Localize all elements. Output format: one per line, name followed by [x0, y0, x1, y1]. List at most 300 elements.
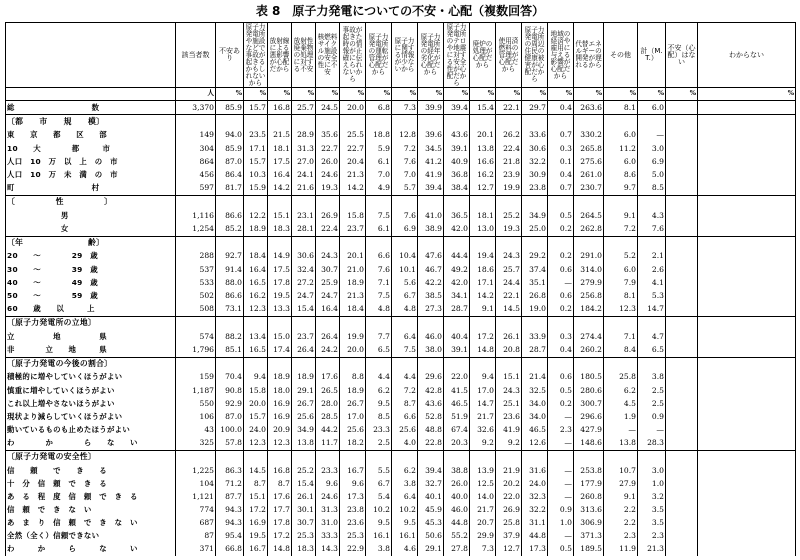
table-cell: [522, 450, 548, 464]
table-cell: 31.3: [292, 142, 316, 155]
table-title: 表 8 原子力発電についての不安・心配（複数回答）: [255, 4, 545, 18]
table-cell: 17.2: [244, 503, 268, 516]
table-cell: 40.1: [418, 490, 444, 503]
table-cell: 6.6: [366, 250, 392, 263]
table-cell: 10.7: [604, 464, 638, 477]
table-cell: 26.0: [444, 477, 470, 490]
table-cell: 9.6: [340, 477, 366, 490]
table-cell: 28.7: [522, 343, 548, 357]
table-cell: [666, 517, 698, 530]
table-cell: [268, 115, 292, 129]
table-cell: [244, 316, 268, 330]
table-cell: 27.0: [292, 155, 316, 168]
table-row: [6, 129, 796, 142]
table-cell: 256.8: [574, 289, 604, 302]
table-cell: [698, 490, 796, 503]
table-cell: 306.9: [574, 517, 604, 530]
table-cell: 29.7: [522, 100, 548, 115]
table-cell: 17.1: [470, 276, 496, 289]
table-cell: 3.5: [638, 517, 666, 530]
table-cell: 86.3: [216, 464, 244, 477]
table-cell: [522, 115, 548, 129]
table-cell: [470, 115, 496, 129]
table-cell: 16.7: [340, 464, 366, 477]
table-cell: 8.5: [638, 181, 666, 195]
table-cell: 66.8: [216, 543, 244, 556]
table-cell: 6.9: [638, 155, 666, 168]
table-cell: [268, 195, 292, 209]
table-cell: 7.6: [638, 222, 666, 236]
table-cell: 6.6: [392, 410, 418, 423]
row-label: 信 頼 で き な い: [6, 503, 176, 516]
table-cell: [418, 115, 444, 129]
table-row: [6, 100, 796, 115]
table-cell: 8.7: [268, 477, 292, 490]
table-cell: [496, 236, 522, 250]
table-cell: 27.3: [418, 302, 444, 316]
table-cell: 25.2: [496, 209, 522, 222]
table-cell: [666, 371, 698, 384]
table-cell: 11.2: [604, 142, 638, 155]
table-cell: 18.6: [470, 263, 496, 276]
table-cell: [444, 357, 470, 371]
table-cell: 550: [176, 397, 216, 410]
table-cell: —: [548, 436, 574, 450]
table-cell: 38.4: [444, 181, 470, 195]
table-cell: [316, 115, 340, 129]
table-cell: 41.9: [496, 423, 522, 436]
table-row: [6, 222, 796, 236]
table-cell: 275.6: [574, 155, 604, 168]
table-row: [6, 530, 796, 543]
table-cell: 14.2: [268, 181, 292, 195]
table-cell: 28.0: [316, 397, 340, 410]
table-cell: 864: [176, 155, 216, 168]
table-cell: 23.3: [366, 423, 392, 436]
table-cell: 16.5: [244, 276, 268, 289]
table-cell: 21.5: [268, 129, 292, 142]
table-cell: [666, 129, 698, 142]
table-cell: [666, 222, 698, 236]
table-cell: 11.9: [604, 543, 638, 556]
table-row: [6, 477, 796, 490]
table-cell: 5.3: [638, 289, 666, 302]
table-cell: 6.5: [366, 343, 392, 357]
table-cell: 371: [176, 543, 216, 556]
table-cell: [666, 142, 698, 155]
table-cell: 20.0: [244, 397, 268, 410]
table-cell: [548, 357, 574, 371]
table-cell: 41.5: [444, 384, 470, 397]
table-cell: 20.4: [340, 155, 366, 168]
table-cell: 29.1: [418, 543, 444, 556]
table-cell: [444, 195, 470, 209]
column-header: 該当者数: [176, 23, 216, 88]
table-cell: [698, 343, 796, 357]
table-cell: 22.8: [418, 436, 444, 450]
table-cell: [548, 195, 574, 209]
table-cell: 0.3: [548, 330, 574, 343]
table-cell: 597: [176, 181, 216, 195]
table-cell: [604, 195, 638, 209]
table-cell: 16.5: [244, 343, 268, 357]
table-row: [6, 397, 796, 410]
table-row: [6, 276, 796, 289]
table-cell: 13.9: [470, 464, 496, 477]
table-cell: 21.3: [340, 289, 366, 302]
table-row: [6, 168, 796, 181]
table-cell: 330.2: [574, 129, 604, 142]
table-cell: [638, 357, 666, 371]
table-cell: [574, 115, 604, 129]
row-label: [6, 88, 176, 101]
table-cell: 371.3: [574, 530, 604, 543]
table-cell: 18.9: [340, 384, 366, 397]
table-cell: 0.6: [548, 371, 574, 384]
table-cell: [698, 464, 796, 477]
table-cell: 31.3: [316, 503, 340, 516]
table-cell: 86.6: [216, 289, 244, 302]
table-cell: 21.0: [340, 263, 366, 276]
table-cell: 20.8: [496, 343, 522, 357]
row-label: あ ま り 信 頼 で き な い: [6, 517, 176, 530]
table-cell: 26.9: [316, 209, 340, 222]
row-label: 動いているものも止めたほうがよい: [6, 423, 176, 436]
section-header-row: [6, 236, 796, 250]
table-cell: 15.4: [292, 302, 316, 316]
table-cell: 2.1: [638, 250, 666, 263]
table-cell: 24.0: [244, 423, 268, 436]
row-label: 信 頼 で き る: [6, 464, 176, 477]
table-cell: [244, 236, 268, 250]
table-cell: 30.6: [522, 142, 548, 155]
table-cell: [574, 357, 604, 371]
table-cell: 22.9: [340, 543, 366, 556]
table-cell: 23.8: [522, 181, 548, 195]
table-cell: 15.8: [244, 384, 268, 397]
table-cell: 10.3: [244, 168, 268, 181]
table-cell: 39.9: [418, 100, 444, 115]
table-cell: —: [604, 423, 638, 436]
table-cell: [470, 316, 496, 330]
table-cell: [340, 316, 366, 330]
table-cell: 0.7: [548, 181, 574, 195]
table-cell: %: [548, 88, 574, 101]
table-cell: 26.0: [316, 155, 340, 168]
table-cell: 10.2: [392, 503, 418, 516]
row-label: 50 〜 59 歳: [6, 289, 176, 302]
table-cell: 9.6: [316, 477, 340, 490]
section-header-row: [6, 115, 796, 129]
table-cell: 42.0: [444, 276, 470, 289]
table-row: [6, 263, 796, 276]
row-label: 町 村: [6, 181, 176, 195]
table-cell: 4.5: [604, 397, 638, 410]
table-row: [6, 330, 796, 343]
row-label: 全然（全く）信頼できない: [6, 530, 176, 543]
table-cell: 18.8: [366, 129, 392, 142]
table-cell: 87.0: [216, 410, 244, 423]
table-cell: 104: [176, 477, 216, 490]
table-cell: 32.2: [522, 155, 548, 168]
table-cell: 92.7: [216, 250, 244, 263]
table-cell: [444, 450, 470, 464]
table-cell: 32.7: [418, 477, 444, 490]
table-cell: 34.1: [444, 289, 470, 302]
table-cell: [522, 195, 548, 209]
table-cell: 22.0: [444, 371, 470, 384]
table-cell: 17.3: [340, 490, 366, 503]
table-cell: 31.6: [522, 464, 548, 477]
column-header: 原子力発電所の周辺住民の健康被害が心配だから: [522, 23, 548, 88]
table-cell: [268, 450, 292, 464]
table-cell: 279.9: [574, 276, 604, 289]
table-cell: [638, 450, 666, 464]
table-cell: [292, 195, 316, 209]
table-cell: 25.9: [316, 276, 340, 289]
table-cell: [698, 168, 796, 181]
table-cell: 34.5: [418, 142, 444, 155]
table-cell: %: [496, 88, 522, 101]
table-cell: [698, 181, 796, 195]
row-label: 〔原子力発電所の立地〕: [6, 316, 176, 330]
table-cell: 0.2: [548, 302, 574, 316]
table-cell: 14.0: [470, 490, 496, 503]
table-cell: 17.4: [268, 343, 292, 357]
table-row: [6, 490, 796, 503]
table-cell: [666, 316, 698, 330]
table-cell: 55.2: [444, 530, 470, 543]
table-cell: 73.1: [216, 302, 244, 316]
table-cell: 87.7: [216, 490, 244, 503]
table-cell: 46.5: [444, 397, 470, 410]
table-cell: %: [392, 88, 418, 101]
table-cell: [548, 316, 574, 330]
table-cell: 51.9: [444, 410, 470, 423]
table-cell: [698, 397, 796, 410]
table-cell: 39.1: [444, 142, 470, 155]
table-cell: 6.0: [604, 263, 638, 276]
table-cell: 14.8: [470, 343, 496, 357]
column-header: 地域の経済や雇用に与える影響が心配だから: [548, 23, 574, 88]
header-row: [6, 23, 796, 88]
table-row: [6, 181, 796, 195]
table-cell: %: [292, 88, 316, 101]
table-cell: [292, 115, 316, 129]
table-cell: 23.7: [292, 330, 316, 343]
table-cell: [316, 357, 340, 371]
table-cell: [666, 490, 698, 503]
table-cell: [268, 357, 292, 371]
row-label: 男: [6, 209, 176, 222]
table-cell: 17.5: [268, 263, 292, 276]
table-cell: [548, 450, 574, 464]
table-cell: [698, 316, 796, 330]
table-cell: [666, 155, 698, 168]
data-table: [5, 22, 796, 556]
table-cell: [698, 357, 796, 371]
table-cell: 25.3: [292, 530, 316, 543]
table-cell: 人: [176, 88, 216, 101]
table-cell: 6.8: [366, 100, 392, 115]
table-cell: 38.5: [418, 289, 444, 302]
table-cell: [244, 357, 268, 371]
table-cell: 180.5: [574, 371, 604, 384]
table-row: [6, 384, 796, 397]
table-cell: 8.7: [244, 477, 268, 490]
table-cell: [268, 316, 292, 330]
table-cell: 456: [176, 168, 216, 181]
table-cell: 9.4: [244, 371, 268, 384]
table-cell: 33.6: [522, 129, 548, 142]
table-row: [6, 543, 796, 556]
table-cell: 21.3: [340, 168, 366, 181]
table-cell: 15.1: [496, 371, 522, 384]
table-cell: 28.3: [638, 436, 666, 450]
table-cell: [666, 330, 698, 343]
table-cell: 18.1: [470, 209, 496, 222]
table-cell: 6.0: [604, 129, 638, 142]
table-cell: 26.4: [316, 330, 340, 343]
table-cell: 33.3: [316, 530, 340, 543]
table-cell: 7.7: [366, 330, 392, 343]
table-row: [6, 289, 796, 302]
table-cell: 57.8: [216, 436, 244, 450]
table-cell: 12.3: [244, 436, 268, 450]
table-cell: 14.9: [268, 250, 292, 263]
table-cell: 17.0: [470, 384, 496, 397]
table-cell: 18.2: [340, 436, 366, 450]
table-cell: %: [666, 88, 698, 101]
table-cell: 12.3: [244, 302, 268, 316]
table-cell: [698, 250, 796, 263]
table-cell: 4.4: [366, 371, 392, 384]
table-cell: 4.9: [366, 181, 392, 195]
table-cell: 32.6: [470, 423, 496, 436]
table-cell: [666, 209, 698, 222]
table-cell: 32.2: [522, 503, 548, 516]
table-cell: 687: [176, 517, 216, 530]
table-cell: 16.9: [268, 410, 292, 423]
table-cell: [666, 250, 698, 263]
table-cell: 48.8: [418, 423, 444, 436]
table-cell: 13.8: [470, 142, 496, 155]
table-cell: 19.0: [522, 302, 548, 316]
table-cell: 2.3: [604, 530, 638, 543]
table-cell: 5.5: [366, 464, 392, 477]
column-header: [6, 23, 176, 88]
table-cell: 0.4: [548, 100, 574, 115]
table-cell: 39.1: [444, 343, 470, 357]
table-cell: 39.6: [418, 129, 444, 142]
table-cell: 14.2: [470, 289, 496, 302]
table-row: [6, 410, 796, 423]
table-cell: 0.2: [548, 397, 574, 410]
table-cell: 5.0: [638, 168, 666, 181]
table-cell: 26.1: [496, 330, 522, 343]
table-cell: 2.5: [638, 384, 666, 397]
table-cell: 35.1: [522, 276, 548, 289]
table-cell: 9.1: [604, 490, 638, 503]
table-cell: [698, 195, 796, 209]
table-cell: 26.7: [340, 397, 366, 410]
table-cell: 16.2: [470, 168, 496, 181]
table-cell: 34.9: [522, 209, 548, 222]
table-cell: 9.1: [604, 209, 638, 222]
table-cell: [698, 477, 796, 490]
table-cell: 291.0: [574, 250, 604, 263]
table-cell: [366, 195, 392, 209]
table-cell: 15.7: [244, 410, 268, 423]
table-cell: 10.2: [366, 503, 392, 516]
table-cell: 40.0: [444, 490, 470, 503]
table-cell: 71.2: [216, 477, 244, 490]
table-cell: 41.9: [418, 168, 444, 181]
table-cell: [470, 357, 496, 371]
table-cell: 19.4: [470, 250, 496, 263]
table-cell: 280.6: [574, 384, 604, 397]
table-cell: 9.5: [392, 517, 418, 530]
table-cell: [522, 236, 548, 250]
column-header: 核燃料サイクル施設の安全性に不安: [316, 23, 340, 88]
table-cell: [418, 450, 444, 464]
table-cell: [698, 236, 796, 250]
table-cell: 7.5: [366, 289, 392, 302]
table-cell: [522, 357, 548, 371]
table-cell: [698, 517, 796, 530]
table-cell: [698, 384, 796, 397]
table-cell: 44.8: [444, 517, 470, 530]
table-cell: 18.3: [268, 222, 292, 236]
table-cell: 5.7: [392, 181, 418, 195]
table-cell: [698, 142, 796, 155]
table-cell: [666, 181, 698, 195]
table-cell: [244, 450, 268, 464]
row-label: 30 〜 39 歳: [6, 263, 176, 276]
table-cell: 260.2: [574, 343, 604, 357]
table-cell: 15.1: [268, 209, 292, 222]
table-cell: 10.4: [392, 250, 418, 263]
table-cell: [698, 276, 796, 289]
table-cell: [496, 115, 522, 129]
table-cell: [604, 357, 638, 371]
table-cell: 0.2: [548, 222, 574, 236]
table-cell: 18.9: [268, 371, 292, 384]
table-cell: [392, 357, 418, 371]
table-cell: 25.6: [340, 423, 366, 436]
table-cell: [638, 195, 666, 209]
row-label: 人口 10 万 未 満 の 市: [6, 168, 176, 181]
table-cell: [392, 115, 418, 129]
table-cell: [292, 236, 316, 250]
table-cell: [666, 450, 698, 464]
table-cell: [496, 357, 522, 371]
table-cell: 46.7: [418, 263, 444, 276]
table-cell: [698, 543, 796, 556]
table-cell: 26.7: [292, 397, 316, 410]
table-cell: 28.9: [292, 129, 316, 142]
table-cell: 23.1: [292, 209, 316, 222]
table-cell: 18.1: [268, 142, 292, 155]
table-cell: %: [244, 88, 268, 101]
table-cell: 41.2: [418, 155, 444, 168]
table-cell: [216, 357, 244, 371]
table-cell: [666, 477, 698, 490]
table-cell: 45.3: [418, 517, 444, 530]
table-cell: 8.4: [604, 343, 638, 357]
table-cell: 288: [176, 250, 216, 263]
table-cell: 22.1: [496, 289, 522, 302]
